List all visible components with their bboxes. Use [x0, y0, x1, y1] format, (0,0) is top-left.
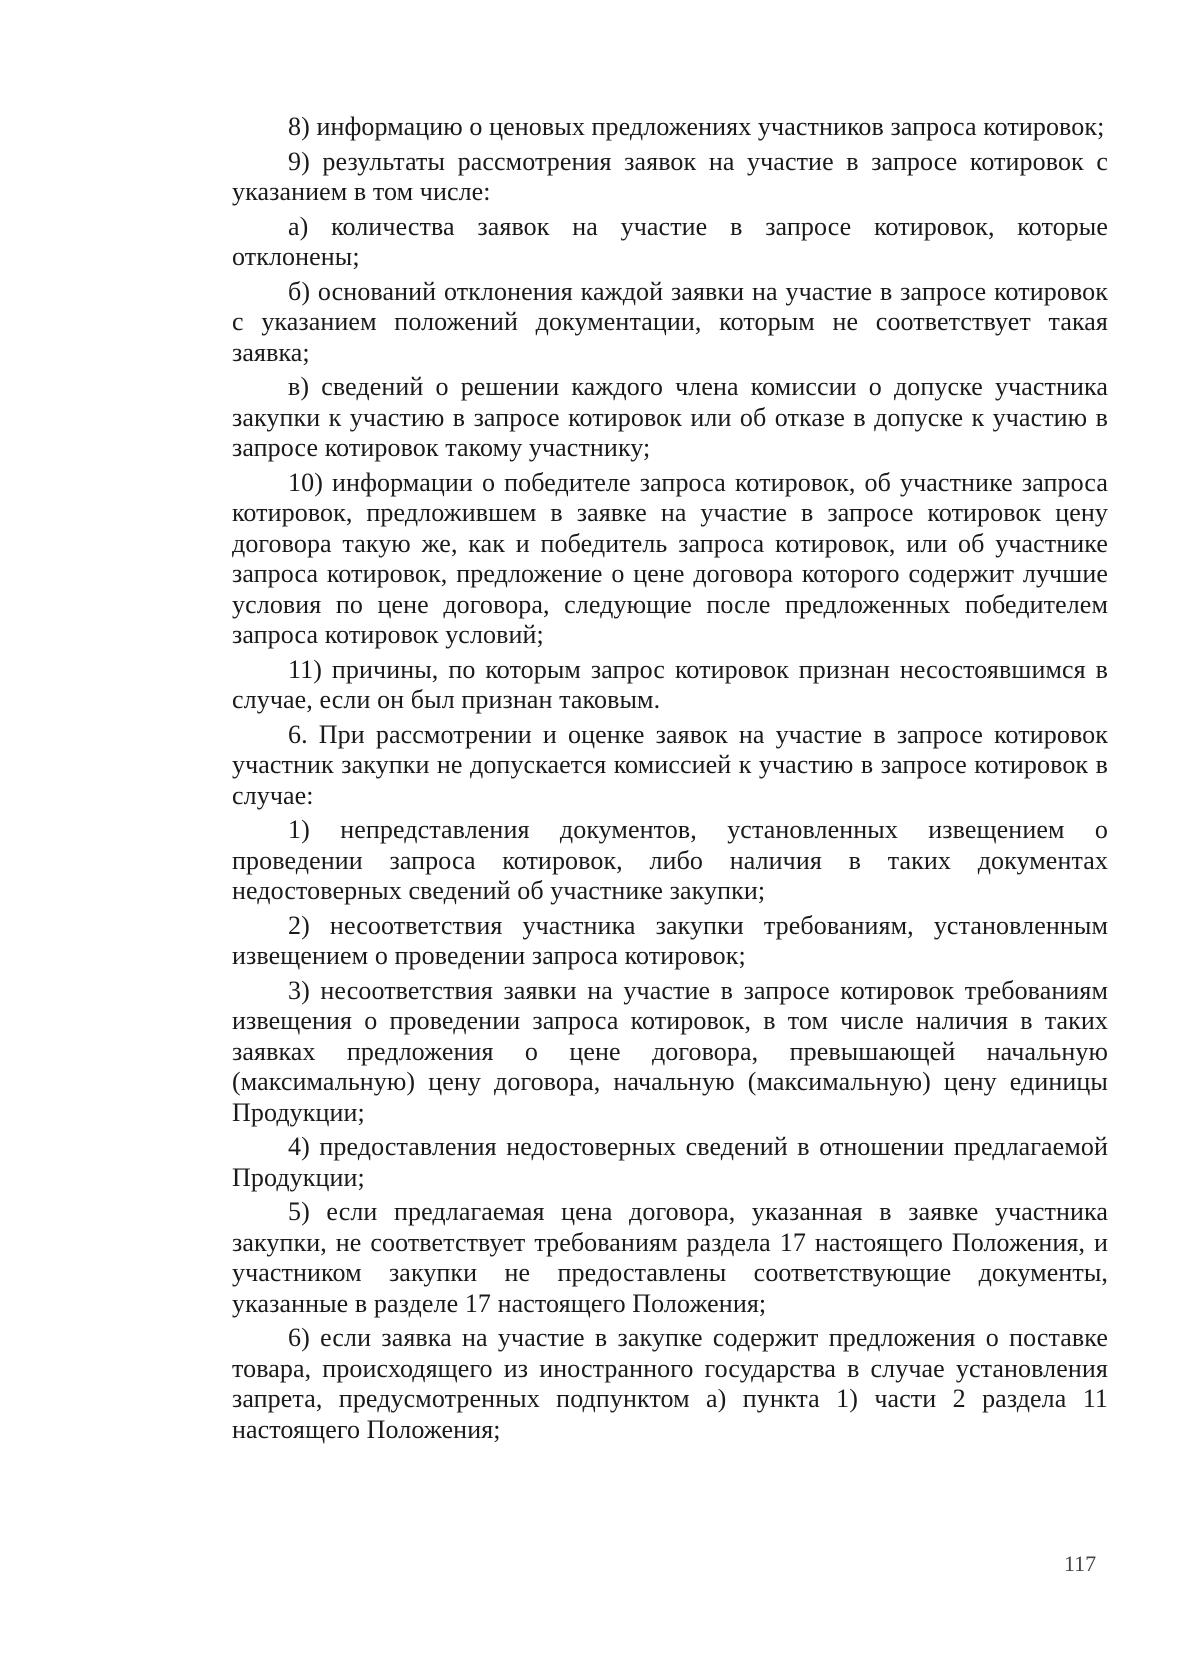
paragraph-reason-2: 2) несоответствия участника закупки требованиям, установленным извещением о проведении запроса котировок; — [232, 910, 1108, 970]
paragraph-item-11: 11) причины, по которым запрос котировок признан несостоявшимся в случае, если он был признан таковым. — [232, 654, 1108, 714]
paragraph-reason-1: 1) непредставления документов, установленных извещением о проведении запроса котировок, либо наличия в таких документах недостоверных сведений об участнике закупки; — [232, 815, 1108, 905]
paragraph-reason-3: 3) несоответствия заявки на участие в запросе котировок требованиям извещения о проведении запроса котировок, в том числе наличия в таких заявках предложения о цене договора, превышающей начальную (максимальную) цену договора, начальную (максимальную) цену единицы Продукции; — [232, 975, 1108, 1127]
paragraph-item-9: 9) результаты рассмотрения заявок на участие в запросе котировок с указанием в том числе: — [232, 146, 1108, 206]
paragraph-reason-4: 4) предоставления недостоверных сведений в отношении предлагаемой Продукции; — [232, 1132, 1108, 1192]
paragraph-item-10: 10) информации о победителе запроса котировок, об участнике запроса котировок, предложившем в заявке на участие в запросе котировок цену договора такую же, как и победитель запроса котировок, или об участнике запроса котировок, предложение о цене договора которого содержит лучшие условия по цене договора, следующие после предложенных победителем запроса котировок условий; — [232, 467, 1108, 649]
paragraph-reason-5: 5) если предлагаемая цена договора, указанная в заявке участника закупки, не соответствует требованиям раздела 17 настоящего Положения, и участником закупки не предоставлены соответствующие документы, указанные в разделе 17 настоящего Положения; — [232, 1197, 1108, 1318]
paragraph-reason-6: 6) если заявка на участие в закупке содержит предложения о поставке товара, происходящего из иностранного государства в случае установления запрета, предусмотренных подпунктом а) пункта 1) части 2 раздела 11 настоящего Положения; — [232, 1323, 1108, 1444]
paragraph-subitem-a: а) количества заявок на участие в запросе котировок, которые отклонены; — [232, 211, 1108, 271]
page-number: 117 — [1064, 1551, 1097, 1576]
paragraph-section-6: 6. При рассмотрении и оценке заявок на участие в запросе котировок участник закупки не допускается комиссией к участию в запросе котировок в случае: — [232, 719, 1108, 810]
paragraph-subitem-b: б) оснований отклонения каждой заявки на участие в запросе котировок с указанием положений документации, которым не соответствует такая заявка; — [232, 276, 1108, 367]
paragraph-item-8: 8) информацию о ценовых предложениях участников запроса котировок; — [288, 112, 1105, 141]
paragraph-subitem-v: в) сведений о решении каждого члена комиссии о допуске участника закупки к участию в запросе котировок или об отказе в допуске к участию в запросе котировок такому участнику; — [232, 372, 1108, 462]
document-body — [232, 112, 1108, 1449]
